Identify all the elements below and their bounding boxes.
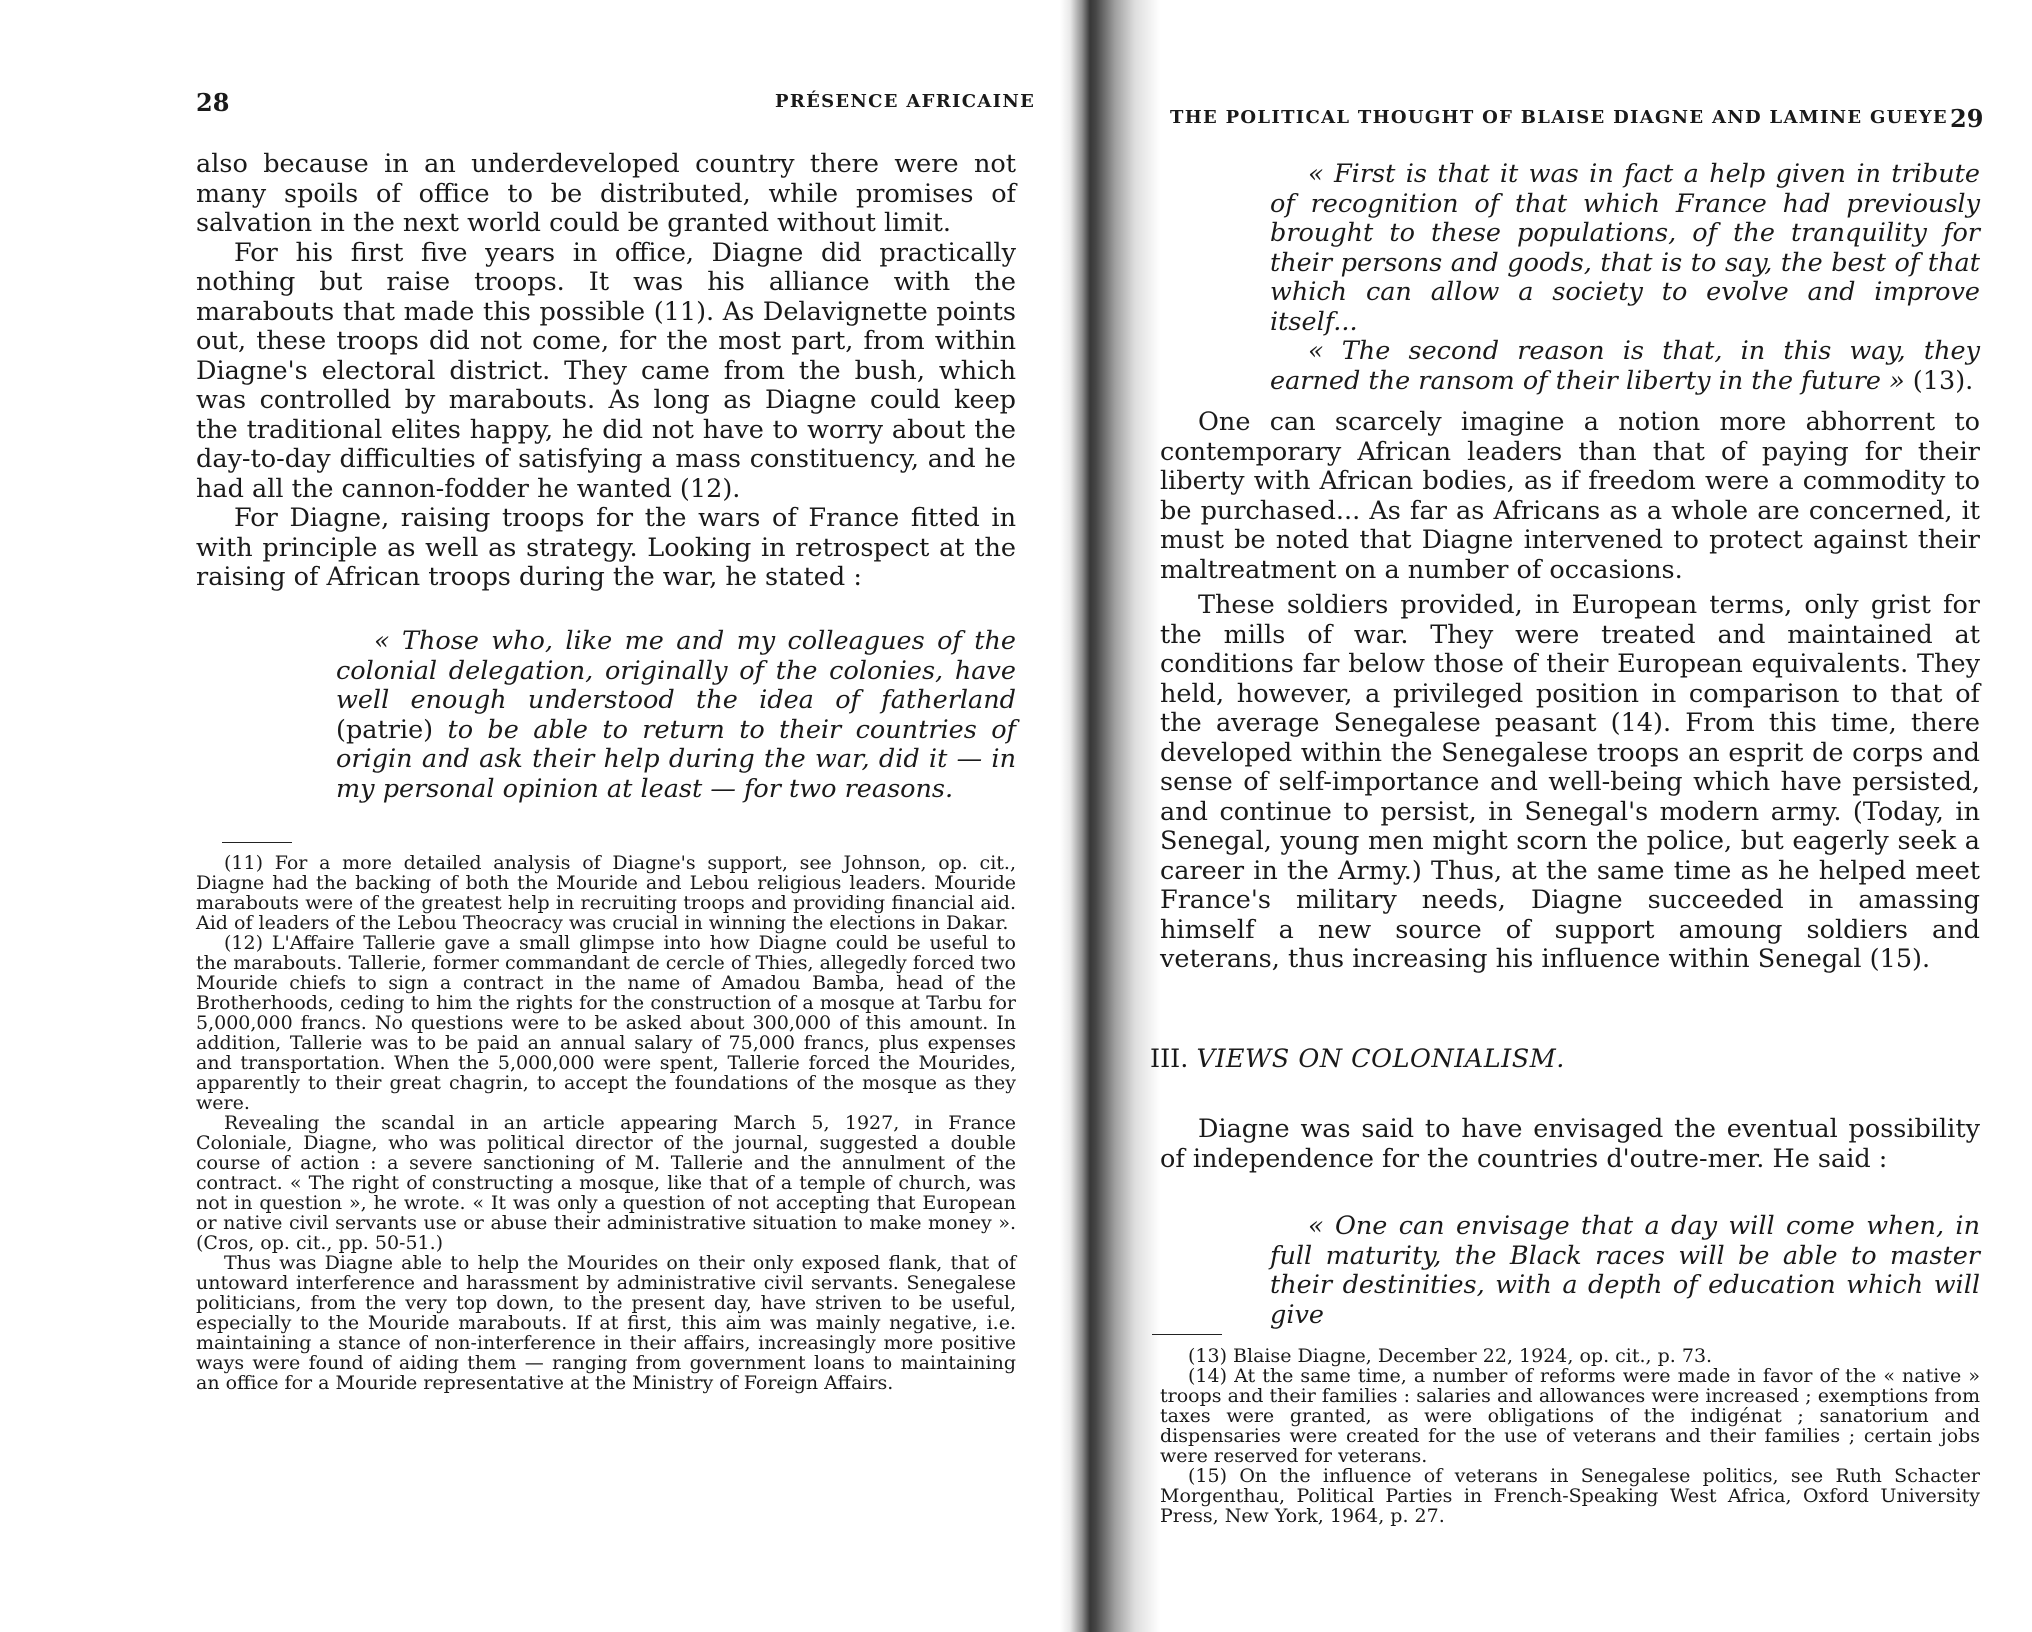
block-quote xyxy=(336,627,1016,804)
paragraph: also because in an underdeveloped country there were not many spoils of office to be distributed, while promises of salvation in the next world could be granted without limit. xyxy=(196,149,1016,238)
quote-paragraph: « The second reason is that, in this way, they earned the ransom of their liberty in the future » xyxy=(1270,336,1980,396)
footnote: Thus was Diagne able to help the Mourides on their only exposed flank, that of untoward interference and harassment by administrative civil servants. Senegalese politicians, from the very top down, to the present day, have striven to be useful, especially to the Mouride marabouts. If at first, this aim was mainly negative, i.e. maintaining a stance of non-interference in their affairs, increasingly more positive ways were found of aiding them — ranging from government loans to maintaining an office for a Mouride representative at the Ministry of Foreign Affairs. xyxy=(196,1252,1016,1394)
section-number: III. xyxy=(1150,1044,1189,1074)
quote-text: « Those who, like me and my colleagues of the colonial delegation, originally of the colonies, have well enough understood the idea of fatherland xyxy=(336,626,1016,715)
footnote-rule xyxy=(222,842,292,843)
quote-paragraph: « One can envisage that a day will come when, in full maturity, the Black races will be able to master their destinities, with a depth of education which will give xyxy=(1270,1211,1980,1330)
quote-reference: (13). xyxy=(1904,365,1974,396)
section-title: VIEWS ON COLONIALISM. xyxy=(1196,1044,1565,1074)
footnote: (14) At the same time, a number of reforms were made in favor of the « native » troops and their families : salaries and allowances were increased ; exemptions from taxes were granted, as were obligations of the indigénat ; sanatorium and dispensaries were created for the use of veterans and their families ; certain jobs were reserved for veterans. xyxy=(1160,1365,1980,1467)
right-page xyxy=(1090,0,2032,1632)
running-title: THE POLITICAL THOUGHT OF BLAISE DIAGNE AND LAMINE GUEYE xyxy=(1170,107,1948,128)
section-heading xyxy=(1150,1044,1565,1074)
footnote: (13) Blaise Diagne, December 22, 1924, op. cit., p. 73. xyxy=(1188,1345,1713,1367)
running-title: PRÉSENCE AFRICAINE xyxy=(775,91,1036,112)
footnote-rule xyxy=(1152,1334,1222,1335)
paragraph: For his first five years in office, Diagne did practically nothing but raise troops. It was his alliance with the marabouts that made this possible (11). As Delavignette points out, these troops did not come, for the most part, from within Diagne's electoral district. They came from the bush, which was controlled by marabouts. As long as Diagne could keep the traditional elites happy, he did not have to worry about the day-to-day difficulties of satisfying a mass constituency, and he had all the cannon-fodder he wanted (12). xyxy=(196,237,1016,504)
quote-roman-text: (patrie) xyxy=(336,714,448,745)
paragraph: One can scarcely imagine a notion more abhorrent to contemporary African leaders than that of paying for their liberty with African bodies, as if freedom were a commodity to be purchased... As far as Africans as a whole are concerned, it must be noted that Diagne intervened to protect against their maltreatment on a number of occasions. xyxy=(1160,407,1980,585)
page-number: 28 xyxy=(196,88,230,117)
quote-paragraph: « First is that it was in fact a help given in tribute of recognition of that which France had previously brought to these populations, of the tranquility for their persons and goods, that is to say, the best of that which can allow a society to evolve and improve itself... xyxy=(1270,159,1980,337)
page-number: 29 xyxy=(1950,104,1984,133)
quote-text: to be able to return to their countries of origin and ask their help during the war, did it — in my personal opinion at least — for two reasons. xyxy=(336,714,1016,804)
right-running-head xyxy=(1090,104,2032,138)
right-body xyxy=(1160,408,1980,975)
paragraph: Diagne was said to have envisaged the eventual possibility of independence for the countries d'outre-mer. He said : xyxy=(1160,1114,1980,1174)
footnote: Revealing the scandal in an article appearing March 5, 1927, in France Coloniale, Diagne, who was political director of the journal, suggested a double course of action : a severe sanctioning of M. Tallerie and the annulment of the contract. « The right of constructing a mosque, like that of a temple of church, was not in question », he wrote. « It was only a question of not accepting that European or native civil servants use or abuse their administrative situation to make money ». (Cros, op. cit., pp. 50-51.) xyxy=(196,1112,1016,1254)
footnote: (11) For a more detailed analysis of Diagne's support, see Johnson, op. cit., Diagne had the backing of both the Mouride and Lebou religious leaders. Mouride marabouts were of the greatest help in recruiting troops and providing financial aid. Aid of leaders of the Lebou Theocracy was crucial in winning the elections in Dakar. xyxy=(196,852,1016,934)
right-body-2 xyxy=(1160,1115,1980,1174)
footnote: (12) L'Affaire Tallerie gave a small glimpse into how Diagne could be useful to the marabouts. Tallerie, former commandant de cercle of Thies, allegedly forced two Mouride chiefs to sign a contract in the name of Amadou Bamba, head of the Brotherhoods, ceding to him the rights for the construction of a mosque at Tarbu for 5,000,000 francs. No questions were to be asked about 300,000 of this amount. In addition, Tallerie was to be paid an annual salary of 75,000 francs, plus expenses and transportation. When the 5,000,000 were spent, Tallerie forced the Mourides, apparently to their great chagrin, to accept the foundations of the mosque as they were. xyxy=(196,932,1016,1114)
block-quote xyxy=(1270,160,1980,396)
right-footnotes xyxy=(1160,1346,1980,1526)
left-footnotes xyxy=(196,853,1016,1393)
left-running-head xyxy=(0,88,1075,122)
left-body xyxy=(196,150,1016,593)
paragraph: For Diagne, raising troops for the wars of France fitted in with principle as well as strategy. Looking in retrospect at the raising of African troops during the war, he stated : xyxy=(196,503,1016,592)
block-quote xyxy=(1270,1212,1980,1330)
paragraph: These soldiers provided, in European terms, only grist for the mills of war. They were treated and maintained at conditions far below those of their European equivalents. They held, however, a privileged position in comparison to that of the average Senegalese peasant (14). From this time, there developed within the Senegalese troops an esprit de corps and sense of self-importance and well-being which have persisted, and continue to persist, in Senegal's modern army. (Today, in Senegal, young men might scorn the police, but eagerly seek a career in the Army.) Thus, at the same time as he helped meet France's military needs, Diagne succeeded in amassing himself a new source of support amoung soldiers and veterans, thus increasing his influence within Senegal (15). xyxy=(1160,590,1980,974)
footnote: (15) On the influence of veterans in Senegalese politics, see Ruth Schacter Morgenthau, Political Parties in French-Speaking West Africa, Oxford University Press, New York, 1964, p. 27. xyxy=(1160,1465,1980,1527)
